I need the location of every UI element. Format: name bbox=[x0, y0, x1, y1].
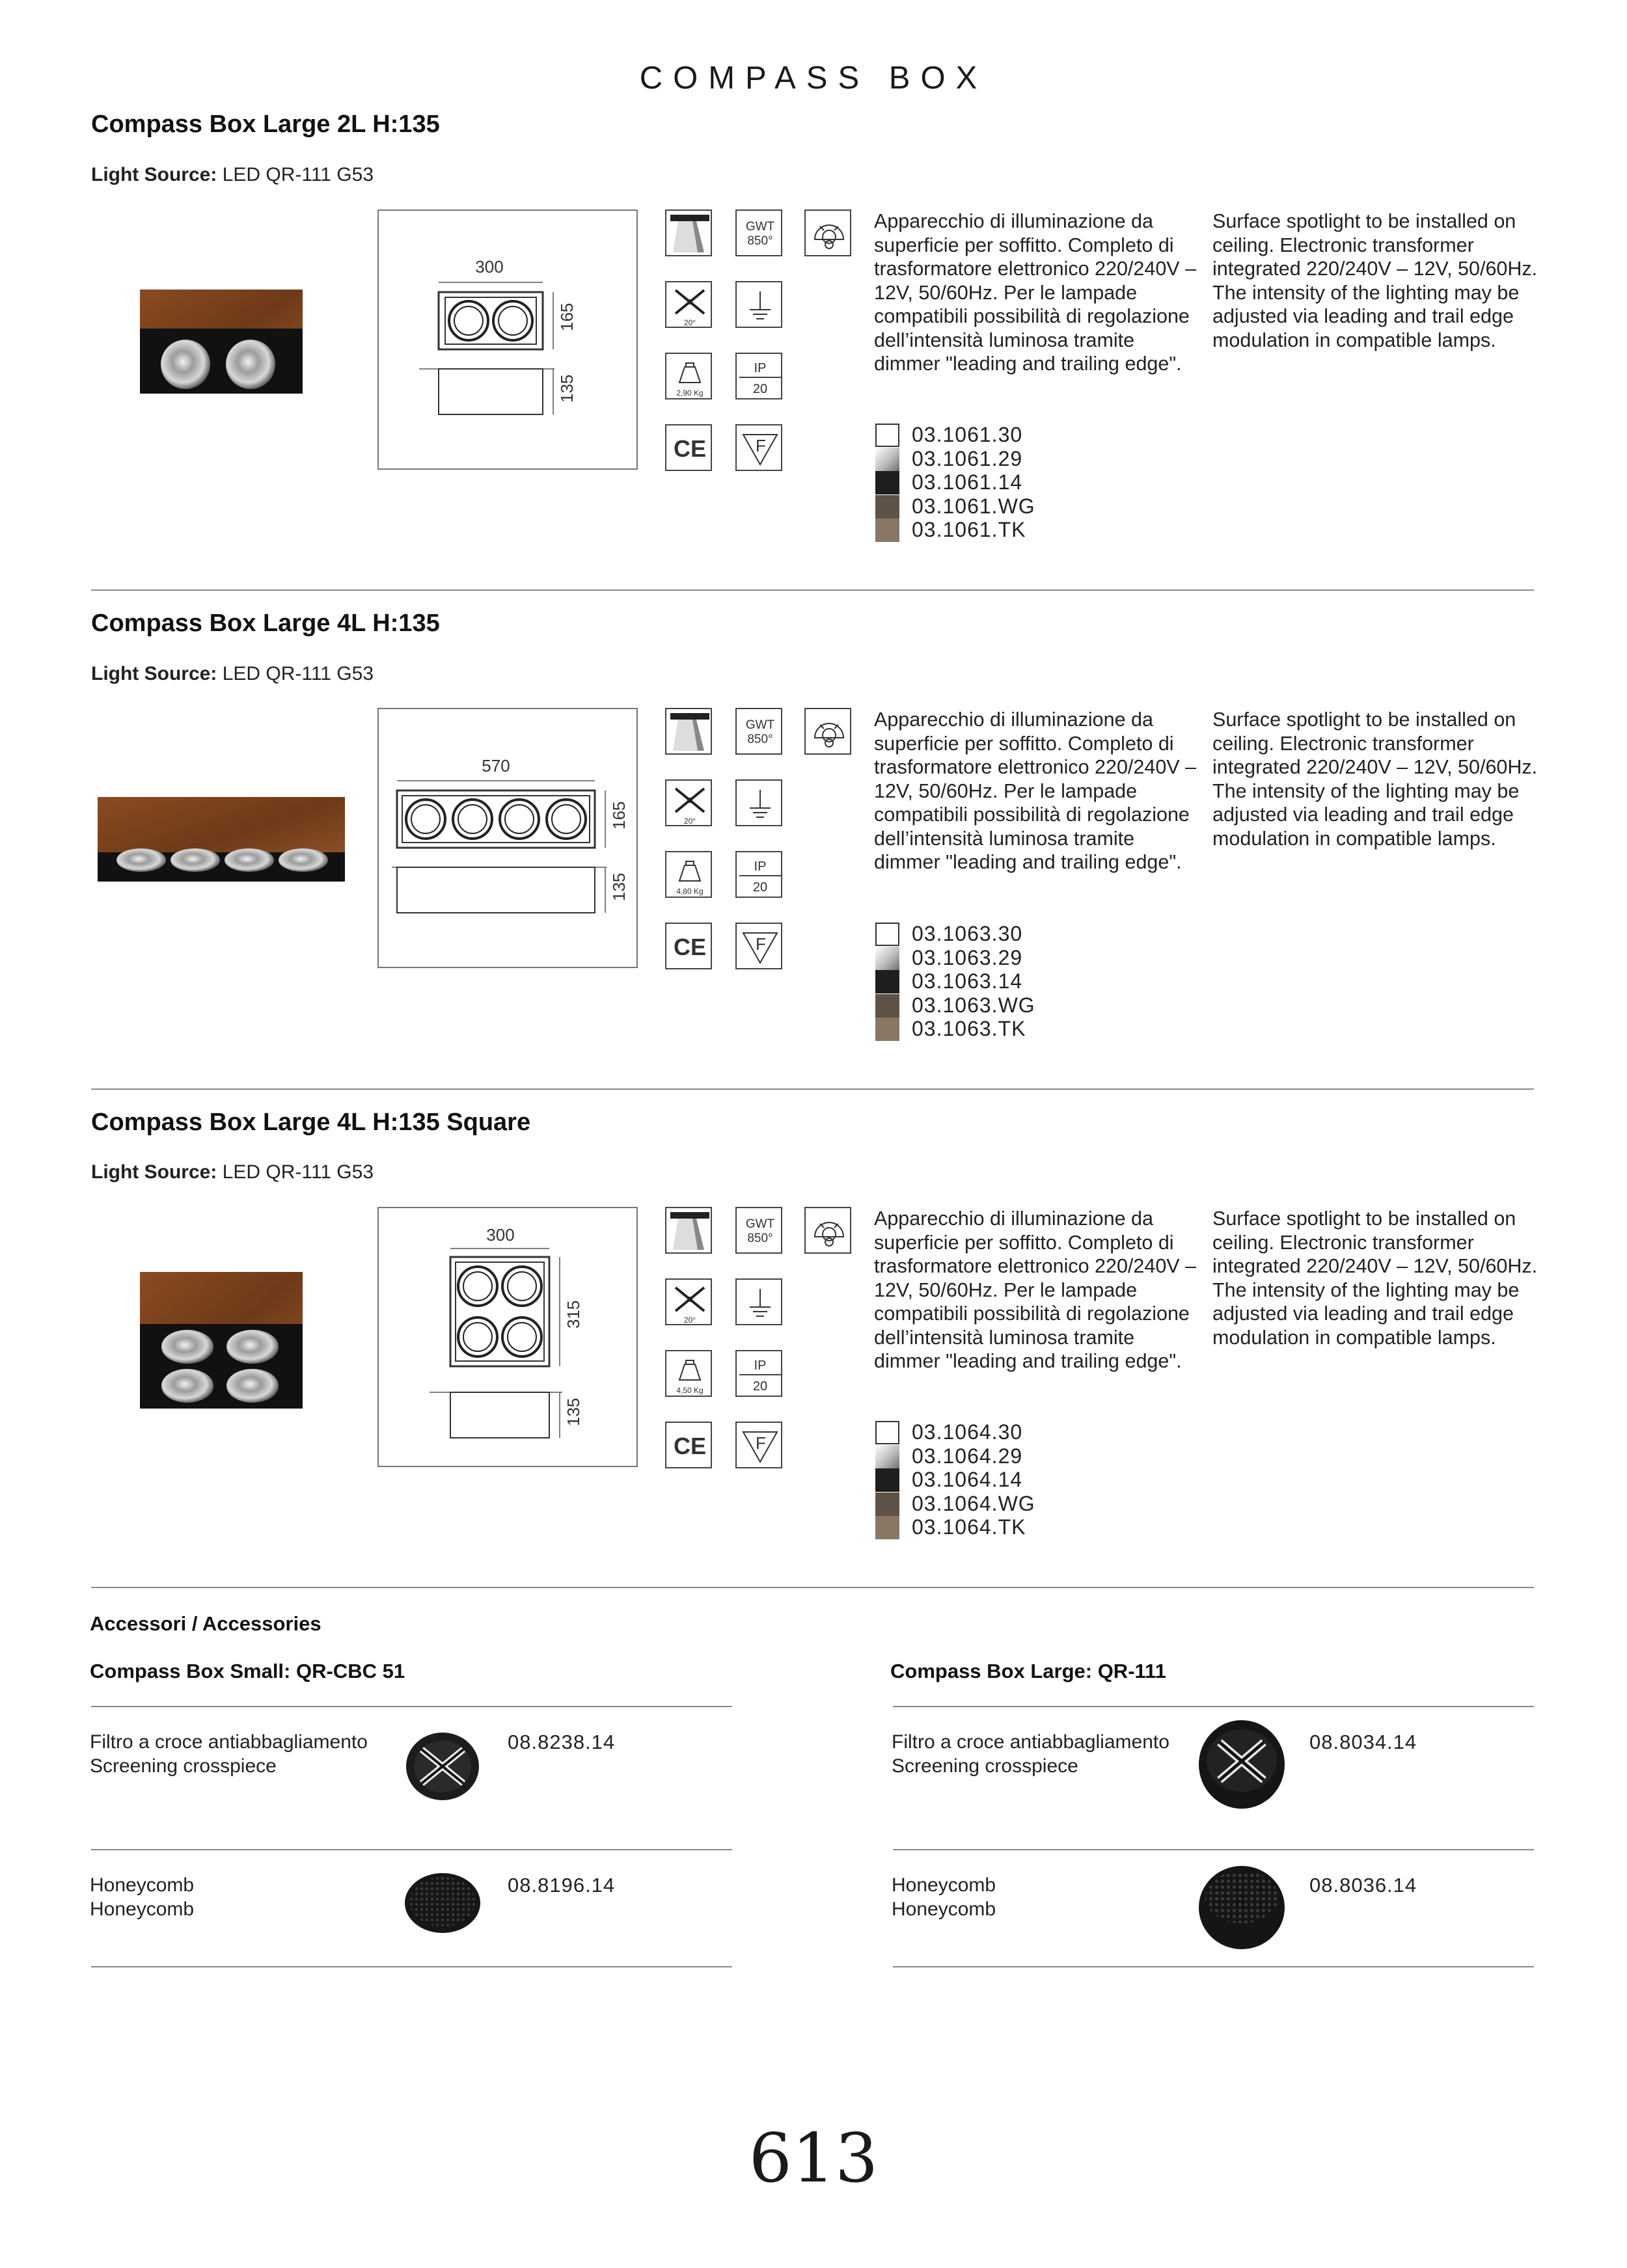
product-codes: 03.1064.30 03.1064.29 03.1064.14 03.1064.WG 03.1064.TK bbox=[875, 1421, 1136, 1545]
svg-text:GWT: GWT bbox=[745, 1217, 775, 1231]
dim-depth: 315 bbox=[564, 1300, 583, 1329]
technical-drawing bbox=[377, 708, 638, 968]
color-swatch-white bbox=[875, 424, 899, 447]
svg-text:F: F bbox=[756, 1433, 766, 1453]
product-codes: 03.1063.30 03.1063.29 03.1063.14 03.1063.WG 03.1063.TK bbox=[875, 923, 1136, 1046]
section-divider bbox=[91, 589, 1534, 591]
f-mark-icon bbox=[735, 1422, 782, 1468]
svg-text:850°: 850° bbox=[747, 1232, 773, 1245]
accessory-divider bbox=[893, 1849, 1534, 1850]
svg-text:GWT: GWT bbox=[745, 220, 775, 234]
svg-text:20°: 20° bbox=[683, 817, 696, 826]
svg-text:4,50 Kg: 4,50 Kg bbox=[676, 1386, 704, 1395]
wall-washer-icon bbox=[665, 708, 712, 755]
ce-mark-icon bbox=[665, 923, 712, 969]
product-codes: 03.1061.30 03.1061.29 03.1061.14 03.1061.WG 03.1061.TK bbox=[875, 424, 1136, 547]
dim-height: 135 bbox=[564, 1397, 583, 1426]
accessory-name: Honeycomb Honeycomb bbox=[90, 1874, 195, 1920]
svg-text:2,90 Kg: 2,90 Kg bbox=[676, 388, 704, 398]
svg-text:IP: IP bbox=[754, 1358, 767, 1373]
accessory-code: 08.8238.14 bbox=[508, 1731, 616, 1753]
color-swatch-chrome bbox=[875, 947, 899, 970]
color-swatch-teak bbox=[875, 1516, 899, 1539]
accessory-divider bbox=[893, 1966, 1534, 1967]
accessory-code: 08.8196.14 bbox=[508, 1874, 616, 1897]
accessory-divider bbox=[91, 1706, 732, 1707]
color-swatch-wenge bbox=[875, 994, 899, 1018]
svg-text:20°: 20° bbox=[683, 318, 696, 327]
color-swatch-white bbox=[875, 1421, 899, 1444]
svg-text:20: 20 bbox=[752, 880, 768, 895]
section-divider bbox=[91, 1088, 1534, 1090]
accessory-name: Filtro a croce antiabbagliamento Screening crosspiece bbox=[892, 1731, 1169, 1777]
accessory-code: 08.8036.14 bbox=[1309, 1874, 1417, 1897]
crosspiece-filter-image bbox=[403, 1727, 482, 1809]
svg-text:IP: IP bbox=[754, 859, 767, 874]
svg-text:20°: 20° bbox=[683, 1316, 696, 1325]
svg-text:IP: IP bbox=[754, 361, 767, 375]
svg-text:F: F bbox=[756, 934, 766, 954]
beam-angle-icon bbox=[665, 779, 712, 826]
svg-text:20: 20 bbox=[752, 382, 768, 396]
description-italian: Apparecchio di illuminazione da superficie per soffitto. Completo di trasformatore elettronico 220/240V – 12V, 50/60Hz. Per le lampade compatibili possibilità di regolazione dell’intensità luminosa tramite dimmer "leading and trailing edge". bbox=[874, 1208, 1197, 1372]
color-swatch-chrome bbox=[875, 1445, 899, 1468]
color-swatch-teak bbox=[875, 1018, 899, 1041]
dim-depth: 165 bbox=[557, 303, 577, 331]
honeycomb-image bbox=[403, 1870, 482, 1939]
product-title: Compass Box Large 2L H:135 bbox=[91, 111, 440, 138]
svg-text:CE: CE bbox=[673, 435, 707, 462]
accessory-divider bbox=[91, 1849, 732, 1850]
accessory-divider bbox=[91, 1966, 732, 1967]
description-italian: Apparecchio di illuminazione da superficie per soffitto. Completo di trasformatore elettronico 220/240V – 12V, 50/60Hz. Per le lampade compatibili possibilità di regolazione dell’intensità luminosa tramite dimmer "leading and trailing edge". bbox=[874, 709, 1197, 873]
description-italian: Apparecchio di illuminazione da superficie per soffitto. Completo di trasformatore elettronico 220/240V – 12V, 50/60Hz. Per le lampade compatibili possibilità di regolazione dell’intensità luminosa tramite dimmer "leading and trailing edge". bbox=[874, 210, 1197, 375]
dim-depth: 165 bbox=[609, 801, 629, 830]
description-english: Surface spotlight to be installed on ceiling. Electronic transformer integrated 220/240V – 12V, 50/60Hz. The intensity of the lighting may be adjusted via leading and trail edge modulation in compatible lamps. bbox=[1212, 1208, 1538, 1349]
accessory-code: 08.8034.14 bbox=[1309, 1731, 1417, 1753]
color-swatch-chrome bbox=[875, 448, 899, 471]
accessory-divider bbox=[893, 1706, 1534, 1707]
color-swatch-wenge bbox=[875, 495, 899, 519]
product-title: Compass Box Large 4L H:135 Square bbox=[91, 1109, 531, 1136]
dim-height: 135 bbox=[609, 872, 629, 901]
product-photo bbox=[137, 1269, 417, 1438]
product-title: Compass Box Large 4L H:135 bbox=[91, 610, 440, 637]
dimmable-lamp-icon bbox=[804, 1207, 851, 1254]
dim-width: 300 bbox=[486, 1225, 515, 1245]
wall-washer-icon bbox=[665, 209, 712, 256]
color-swatch-black bbox=[875, 970, 899, 993]
beam-angle-icon bbox=[665, 1278, 712, 1325]
product-photo bbox=[94, 794, 374, 963]
wall-washer-icon bbox=[665, 1207, 712, 1254]
color-swatch-black bbox=[875, 1468, 899, 1492]
ce-mark-icon bbox=[665, 424, 712, 471]
crosspiece-filter-image bbox=[1196, 1718, 1287, 1815]
dim-height: 135 bbox=[557, 374, 577, 403]
light-source: Light Source: LED QR-111 G53 bbox=[91, 1161, 374, 1183]
ip-rating-icon bbox=[735, 353, 782, 399]
gwt-icon bbox=[735, 708, 782, 755]
dimmable-lamp-icon bbox=[804, 708, 851, 755]
color-swatch-teak bbox=[875, 519, 899, 542]
page-title: COMPASS BOX bbox=[639, 61, 988, 96]
svg-text:GWT: GWT bbox=[745, 718, 775, 732]
technical-drawing bbox=[377, 1207, 638, 1467]
svg-text:4,80 Kg: 4,80 Kg bbox=[676, 887, 704, 896]
color-swatch-black bbox=[875, 471, 899, 494]
gwt-icon bbox=[735, 1207, 782, 1254]
product-photo bbox=[137, 286, 417, 455]
svg-text:CE: CE bbox=[673, 1433, 707, 1459]
description-english: Surface spotlight to be installed on ceiling. Electronic transformer integrated 220/240V – 12V, 50/60Hz. The intensity of the lighting may be adjusted via leading and trail edge modulation in compatible lamps. bbox=[1212, 709, 1538, 850]
svg-text:850°: 850° bbox=[747, 733, 773, 746]
ground-icon bbox=[735, 779, 782, 826]
accessory-group-heading: Compass Box Small: QR-CBC 51 bbox=[90, 1660, 405, 1682]
f-mark-icon bbox=[735, 424, 782, 471]
accessory-name: Filtro a croce antiabbagliamento Screening crosspiece bbox=[90, 1731, 368, 1777]
color-swatch-wenge bbox=[875, 1492, 899, 1516]
accessory-name: Honeycomb Honeycomb bbox=[892, 1874, 996, 1920]
light-source: Light Source: LED QR-111 G53 bbox=[91, 164, 374, 185]
weight-icon bbox=[665, 851, 712, 898]
page-number: 613 bbox=[748, 2118, 879, 2198]
ip-rating-icon bbox=[735, 851, 782, 898]
ip-rating-icon bbox=[735, 1350, 782, 1397]
gwt-icon bbox=[735, 209, 782, 256]
svg-text:20: 20 bbox=[752, 1379, 768, 1394]
svg-text:CE: CE bbox=[673, 934, 707, 960]
weight-icon bbox=[665, 1350, 712, 1397]
accessories-title: Accessori / Accessories bbox=[90, 1612, 321, 1635]
ground-icon bbox=[735, 281, 782, 328]
accessory-group-heading: Compass Box Large: QR-111 bbox=[890, 1660, 1166, 1682]
f-mark-icon bbox=[735, 923, 782, 969]
light-source: Light Source: LED QR-111 G53 bbox=[91, 663, 374, 684]
weight-icon bbox=[665, 353, 712, 399]
dim-width: 300 bbox=[475, 257, 504, 277]
honeycomb-image bbox=[1196, 1861, 1287, 1955]
description-english: Surface spotlight to be installed on ceiling. Electronic transformer integrated 220/240V – 12V, 50/60Hz. The intensity of the lighting may be adjusted via leading and trail edge modulation in compatible lamps. bbox=[1212, 210, 1538, 351]
svg-text:F: F bbox=[756, 436, 766, 455]
dimmable-lamp-icon bbox=[804, 209, 851, 256]
svg-text:850°: 850° bbox=[747, 234, 773, 248]
color-swatch-white bbox=[875, 923, 899, 946]
dim-width: 570 bbox=[482, 756, 510, 776]
technical-drawing bbox=[377, 209, 638, 470]
ground-icon bbox=[735, 1278, 782, 1325]
beam-angle-icon bbox=[665, 281, 712, 328]
section-divider bbox=[91, 1587, 1534, 1588]
ce-mark-icon bbox=[665, 1422, 712, 1468]
